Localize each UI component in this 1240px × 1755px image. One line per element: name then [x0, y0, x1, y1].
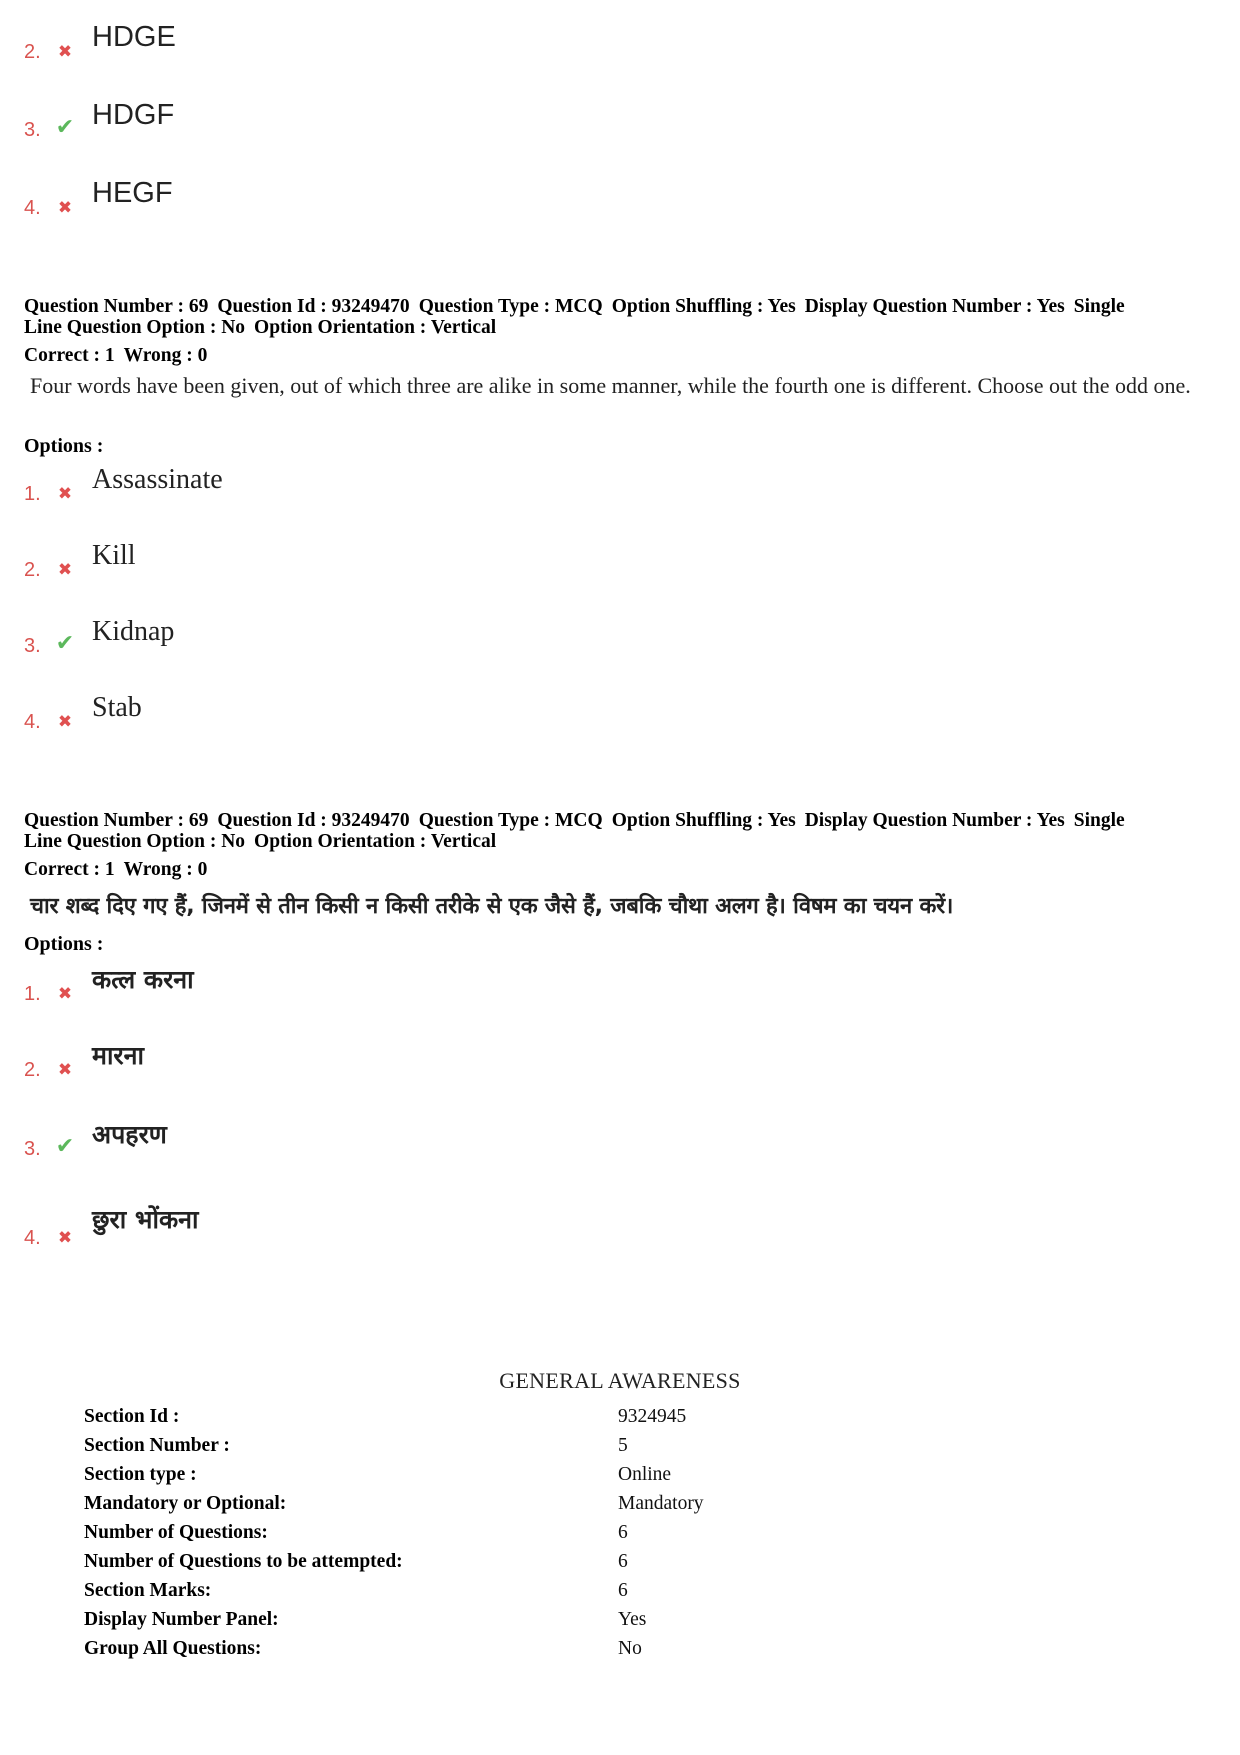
section-info-label: Number of Questions:	[84, 1522, 268, 1543]
option-item	[24, 1038, 624, 1082]
option-item	[24, 1117, 624, 1161]
option-item	[24, 614, 624, 658]
option-text: Kill	[92, 540, 136, 571]
section-info-row	[84, 1609, 984, 1638]
option-item	[24, 1206, 624, 1250]
option-text: Assassinate	[92, 464, 223, 495]
option-item	[24, 538, 624, 582]
option-text: अपहरण	[92, 1120, 167, 1149]
section-info-row	[84, 1638, 984, 1667]
check-mark-icon: ✔	[55, 631, 75, 656]
section-info-row	[84, 1435, 984, 1464]
options-label: Options :	[24, 933, 104, 955]
cross-mark-icon: ✖	[57, 42, 73, 62]
section-info-value: No	[618, 1638, 642, 1659]
option-item	[24, 462, 624, 506]
marks-info: Correct : 1 Wrong : 0	[24, 345, 208, 366]
option-number: 2.	[24, 41, 41, 63]
option-item	[24, 176, 624, 220]
option-number: 2.	[24, 1059, 41, 1081]
option-item	[24, 962, 624, 1006]
option-text: HDGE	[92, 21, 176, 53]
section-info-value: Online	[618, 1464, 672, 1485]
section-info-row	[84, 1493, 984, 1522]
section-info-label: Mandatory or Optional:	[84, 1493, 287, 1514]
section-info-label: Section Marks:	[84, 1580, 212, 1601]
cross-mark-icon: ✖	[57, 712, 73, 732]
option-text: कत्ल करना	[92, 965, 194, 994]
option-item	[24, 98, 624, 142]
option-number: 2.	[24, 559, 41, 581]
section-title: GENERAL AWARENESS	[499, 1368, 741, 1393]
check-mark-icon: ✔	[55, 115, 75, 140]
option-number: 3.	[24, 635, 41, 657]
option-text: छुरा भोंकना	[92, 1205, 199, 1234]
question-meta: Question Number : 69 Question Id : 93249470 Question Type : MCQ Option Shuffling : Yes Display Question Number : Yes Single Line Question Option : No Option Orientation : Vertical	[24, 296, 1125, 338]
section-info-value: Yes	[618, 1609, 647, 1630]
option-number: 4.	[24, 711, 41, 733]
option-item	[24, 690, 624, 734]
section-info-value: 6	[618, 1522, 628, 1543]
question-text: चार शब्द दिए गए हैं, जिनमें से तीन किसी न किसी तरीके से एक जैसे हैं, जबकि चौथा अलग है। विषम का चयन करें।	[30, 894, 954, 919]
options-label: Options :	[24, 435, 104, 457]
check-mark-icon: ✔	[55, 1134, 75, 1159]
cross-mark-icon: ✖	[57, 560, 73, 580]
section-info-value: 5	[618, 1435, 628, 1456]
option-text: मारना	[92, 1041, 145, 1070]
option-number: 4.	[24, 1227, 41, 1249]
section-info-value: 6	[618, 1551, 628, 1572]
section-info-label: Display Number Panel:	[84, 1609, 279, 1630]
option-number: 1.	[24, 483, 41, 505]
cross-mark-icon: ✖	[57, 198, 73, 218]
section-info-row	[84, 1406, 984, 1435]
option-number: 3.	[24, 1138, 41, 1160]
cross-mark-icon: ✖	[57, 1228, 73, 1248]
section-info-label: Section Number :	[84, 1435, 230, 1456]
option-number: 3.	[24, 119, 41, 141]
section-info-value: 6	[618, 1580, 628, 1601]
section-info-label: Number of Questions to be attempted:	[84, 1551, 403, 1572]
section-info-label: Section type :	[84, 1464, 197, 1485]
cross-mark-icon: ✖	[57, 1060, 73, 1080]
section-info-value: 9324945	[618, 1406, 687, 1427]
question-meta: Question Number : 69 Question Id : 93249470 Question Type : MCQ Option Shuffling : Yes Display Question Number : Yes Single Line Question Option : No Option Orientation : Vertical	[24, 810, 1125, 852]
option-text: HEGF	[92, 177, 173, 209]
option-item	[24, 20, 624, 64]
cross-mark-icon: ✖	[57, 484, 73, 504]
section-info-row	[84, 1522, 984, 1551]
option-text: HDGF	[92, 99, 175, 131]
section-info-label: Group All Questions:	[84, 1638, 262, 1659]
option-number: 4.	[24, 197, 41, 219]
question-text: Four words have been given, out of which three are alike in some manner, while the fourth one is different. Choose out the odd one.	[30, 373, 1191, 398]
section-info-row	[84, 1464, 984, 1493]
option-text: Stab	[92, 692, 142, 723]
section-info-value: Mandatory	[618, 1493, 704, 1514]
marks-info: Correct : 1 Wrong : 0	[24, 859, 208, 880]
option-number: 1.	[24, 983, 41, 1005]
section-info-row	[84, 1580, 984, 1609]
section-info-row	[84, 1551, 984, 1580]
option-text: Kidnap	[92, 616, 175, 647]
section-info-label: Section Id :	[84, 1406, 180, 1427]
cross-mark-icon: ✖	[57, 984, 73, 1004]
